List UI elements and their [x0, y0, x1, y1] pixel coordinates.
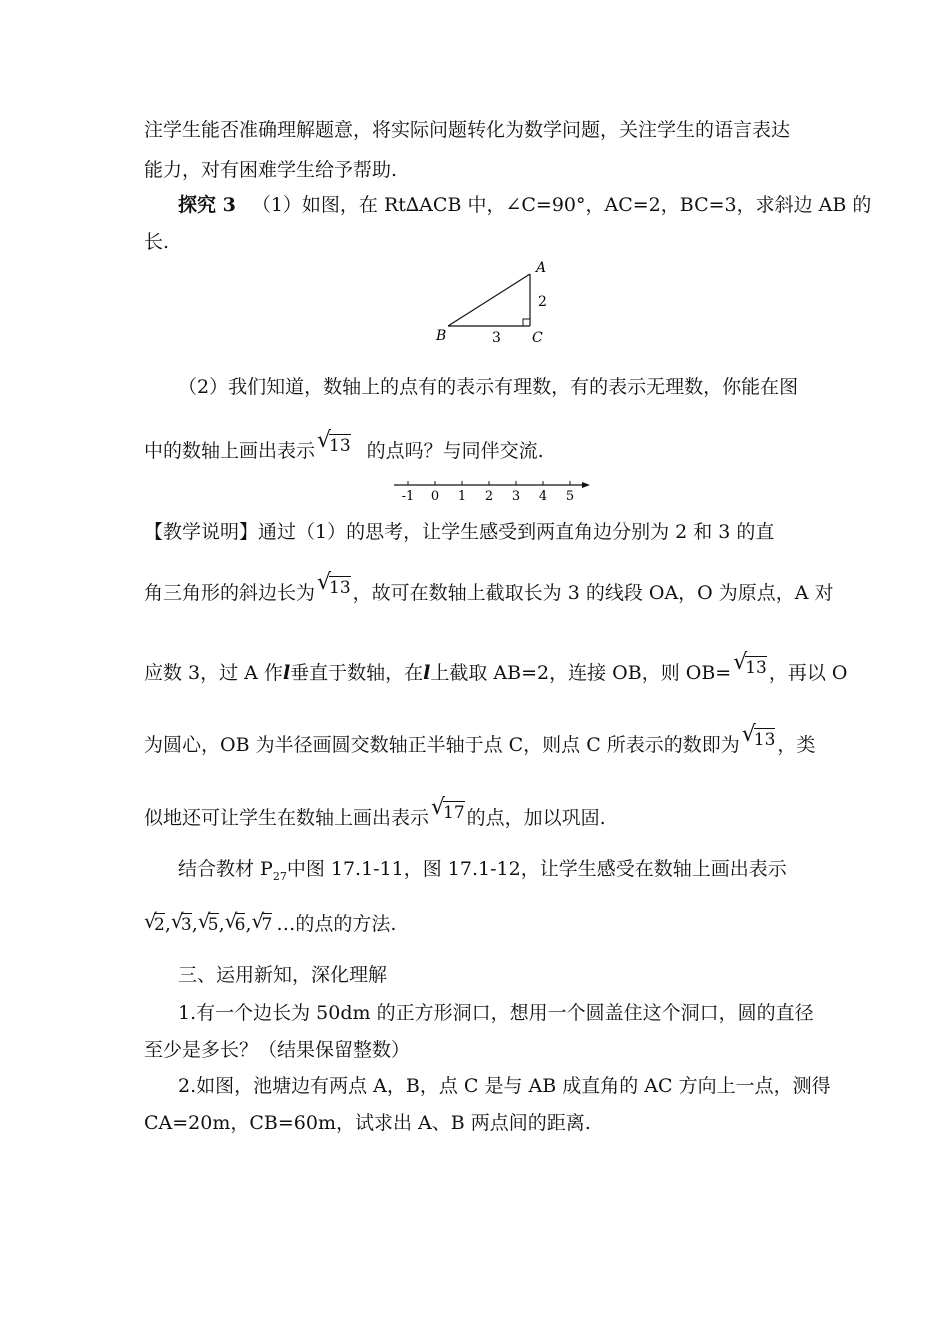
text-span: 应数 3，过 A 作 [144, 662, 283, 684]
text-span: ，故可在数轴上截取长为 3 的线段 OA，O 为原点，A 对 [352, 582, 834, 604]
tick-label: 0 [430, 489, 440, 504]
text-line: 注学生能否准确理解题意，将实际问题转化为数学问题，关注学生的语言表达 [144, 119, 791, 141]
exploration-label: 探究 3 [178, 194, 236, 216]
comma: , [191, 913, 198, 935]
sqrt-13: √ 13 [317, 570, 351, 598]
side-ac-label: 2 [538, 294, 547, 310]
radicand: 6 [234, 915, 246, 935]
tick-label: 1 [457, 489, 467, 504]
text-line: 【教学说明】通过（1）的思考，让学生感受到两直角边分别为 2 和 3 的直 [144, 521, 775, 543]
text-line: 长. [144, 231, 170, 253]
text-line: 2.如图，池塘边有两点 A，B，点 C 是与 AB 成直角的 AC 方向上一点，测得 [178, 1075, 831, 1097]
text-span: ，再以 O [768, 662, 848, 684]
radicand: 13 [329, 578, 351, 598]
number-line [390, 476, 600, 506]
comma: , [164, 913, 171, 935]
axis-arrow [582, 482, 590, 488]
text-line [178, 857, 787, 889]
sqrt-5: √ 5 [197, 909, 219, 935]
sqrt-17: √ 17 [431, 795, 465, 823]
text-span: 垂直于数轴，在 [290, 662, 424, 684]
vertex-b: B [436, 328, 447, 344]
sqrt-list-line [144, 909, 397, 937]
text-line: （2）我们知道，数轴上的点有的表示有理数，有的表示无理数，你能在图 [178, 376, 799, 398]
text-line [144, 795, 606, 830]
tick-label: 2 [484, 489, 494, 504]
side-ab [448, 274, 530, 326]
radicand: 2 [154, 915, 165, 935]
text-line [144, 428, 544, 463]
right-triangle-figure [428, 254, 568, 350]
tick-label: 5 [565, 489, 575, 504]
radicand: 13 [753, 730, 776, 750]
text-line [144, 570, 834, 605]
radicand: 3 [180, 915, 192, 935]
tick-label: -1 [401, 489, 415, 504]
line-l: l [282, 662, 291, 684]
side-bc-label: 3 [492, 330, 501, 346]
sqrt-13: √ 13 [733, 650, 767, 678]
text-line [144, 650, 848, 685]
text-span: 为圆心，OB 为半径画圆交数轴正半轴于点 C，则点 C 所表示的数即为 [144, 734, 740, 756]
text-span: …的点的方法. [276, 913, 397, 935]
sqrt-2: √ 2 [144, 909, 165, 935]
page-subscript: 27 [272, 869, 287, 883]
comma: , [245, 913, 252, 935]
sqrt-3: √ 3 [170, 909, 192, 935]
text-line: 至少是多长？（结果保留整数） [144, 1039, 411, 1061]
section-title: 三、运用新知，深化理解 [178, 964, 388, 986]
text-span: 角三角形的斜边长为 [144, 582, 316, 604]
text-span: 中图 17.1-11，图 17.1-12，让学生感受在数轴上画出表示 [286, 858, 787, 880]
text-span: ，类 [777, 734, 816, 756]
text-line [144, 722, 816, 757]
sqrt-13: √ 13 [741, 722, 776, 750]
text-span: 的点，加以巩固. [466, 807, 606, 829]
right-angle-mark [523, 319, 530, 326]
tick-label: 4 [538, 489, 548, 504]
vertex-c: C [532, 330, 543, 346]
radicand: 13 [329, 436, 351, 456]
radicand: 7 [261, 915, 273, 935]
text-span: 结合教材 P [178, 858, 273, 880]
sqrt-7: √ 7 [251, 909, 273, 935]
text-span: 上截取 AB=2，连接 OB，则 OB= [430, 662, 732, 684]
vertex-a: A [536, 260, 547, 276]
sqrt-13: √ 13 [317, 428, 351, 456]
text-line: （1）如图，在 Rt∆ACB 中，∠C=90°，AC=2，BC=3，求斜边 AB 的 [251, 194, 872, 216]
text-line: CA=20m，CB=60m，试求出 A、B 两点间的距离. [144, 1112, 591, 1134]
exploration-3 [178, 193, 871, 217]
text-line: 1.有一个边长为 50dm 的正方形洞口，想用一个圆盖住这个洞口，圆的直径 [178, 1002, 814, 1024]
sqrt-6: √ 6 [224, 909, 246, 935]
line-l: l [423, 662, 431, 684]
text-line: 能力，对有困难学生给予帮助. [144, 159, 398, 181]
radicand: 17 [443, 803, 465, 823]
radicand: 5 [207, 915, 219, 935]
text-span: 中的数轴上画出表示 [144, 440, 316, 462]
text-span: 的点吗？与同伴交流. [366, 440, 544, 462]
text-span: 似地还可让学生在数轴上画出表示 [144, 807, 430, 829]
tick-label: 3 [511, 489, 521, 504]
radicand: 13 [745, 658, 767, 678]
comma: , [218, 913, 225, 935]
